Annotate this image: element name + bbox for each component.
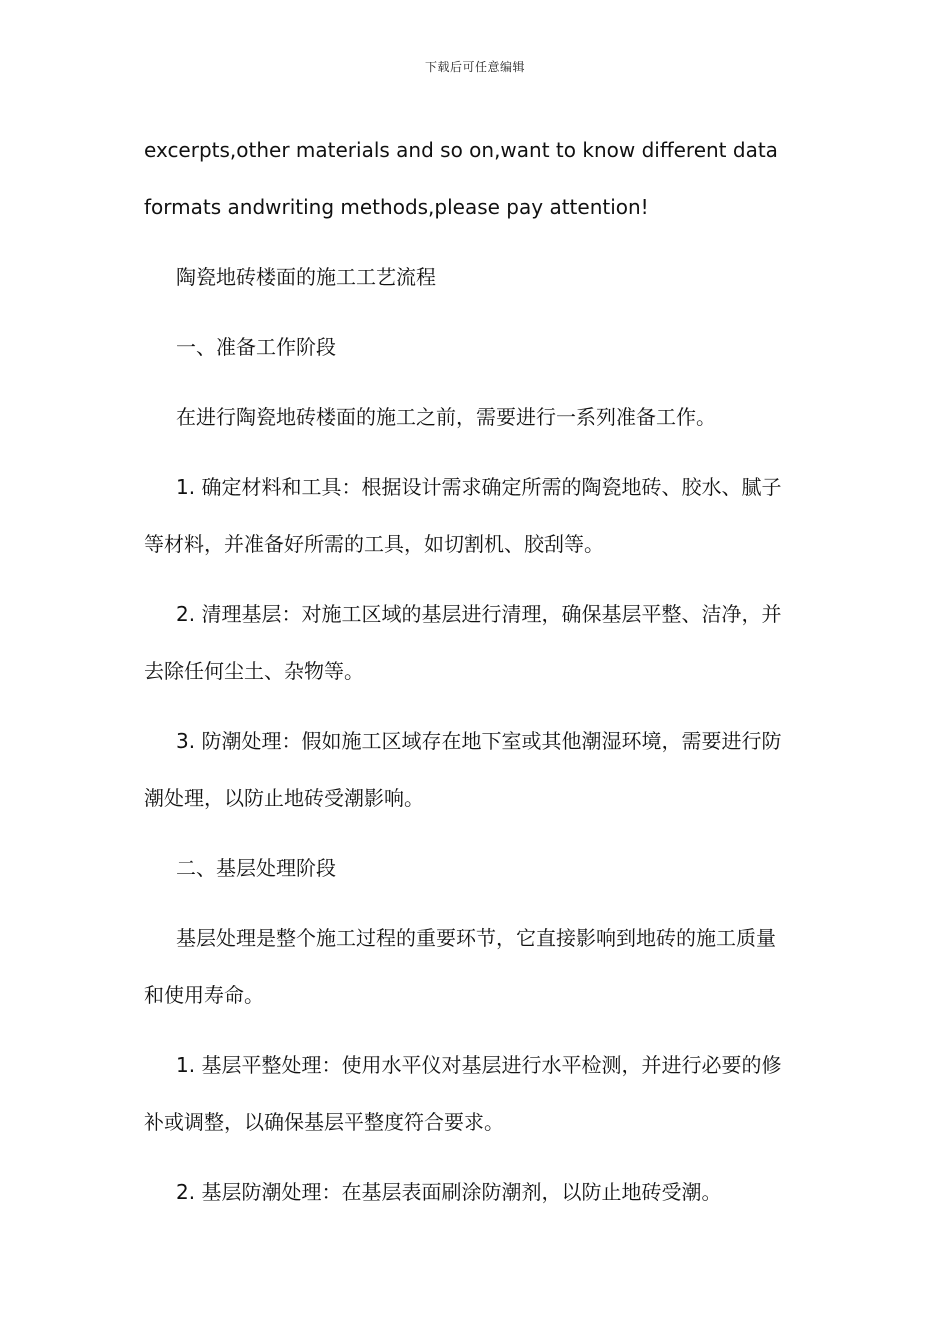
header-note: 下载后可任意编辑: [424, 60, 525, 74]
text-line: 等材料，并准备好所需的工具，如切割机、胶刮等。: [144, 532, 604, 556]
section-heading: 一、准备工作阶段: [176, 335, 336, 359]
text-line: 去除任何尘土、杂物等。: [144, 659, 364, 683]
section-heading: 二、基层处理阶段: [176, 856, 336, 880]
list-item: 1. 基层平整处理：使用水平仪对基层进行水平检测，并进行必要的修: [176, 1053, 782, 1077]
list-item: 2. 基层防潮处理：在基层表面刷涂防潮剂，以防止地砖受潮。: [176, 1180, 722, 1204]
text-line: 在进行陶瓷地砖楼面的施工之前，需要进行一系列准备工作。: [176, 405, 716, 429]
text-line: excerpts,other materials and so on,want to know different data: [144, 138, 778, 162]
text-line: 和使用寿命。: [144, 983, 264, 1007]
text-line: 基层处理是整个施工过程的重要环节，它直接影响到地砖的施工质量: [176, 926, 776, 950]
text-line: formats andwriting methods,please pay attention!: [144, 195, 649, 219]
text-line: 补或调整，以确保基层平整度符合要求。: [144, 1110, 504, 1134]
list-item: 3. 防潮处理：假如施工区域存在地下室或其他潮湿环境，需要进行防: [176, 729, 782, 753]
document-title: 陶瓷地砖楼面的施工工艺流程: [176, 265, 436, 289]
text-line: 潮处理，以防止地砖受潮影响。: [144, 786, 424, 810]
list-item: 1. 确定材料和工具：根据设计需求确定所需的陶瓷地砖、胶水、腻子: [176, 475, 782, 499]
list-item: 2. 清理基层：对施工区域的基层进行清理，确保基层平整、洁净，并: [176, 602, 782, 626]
